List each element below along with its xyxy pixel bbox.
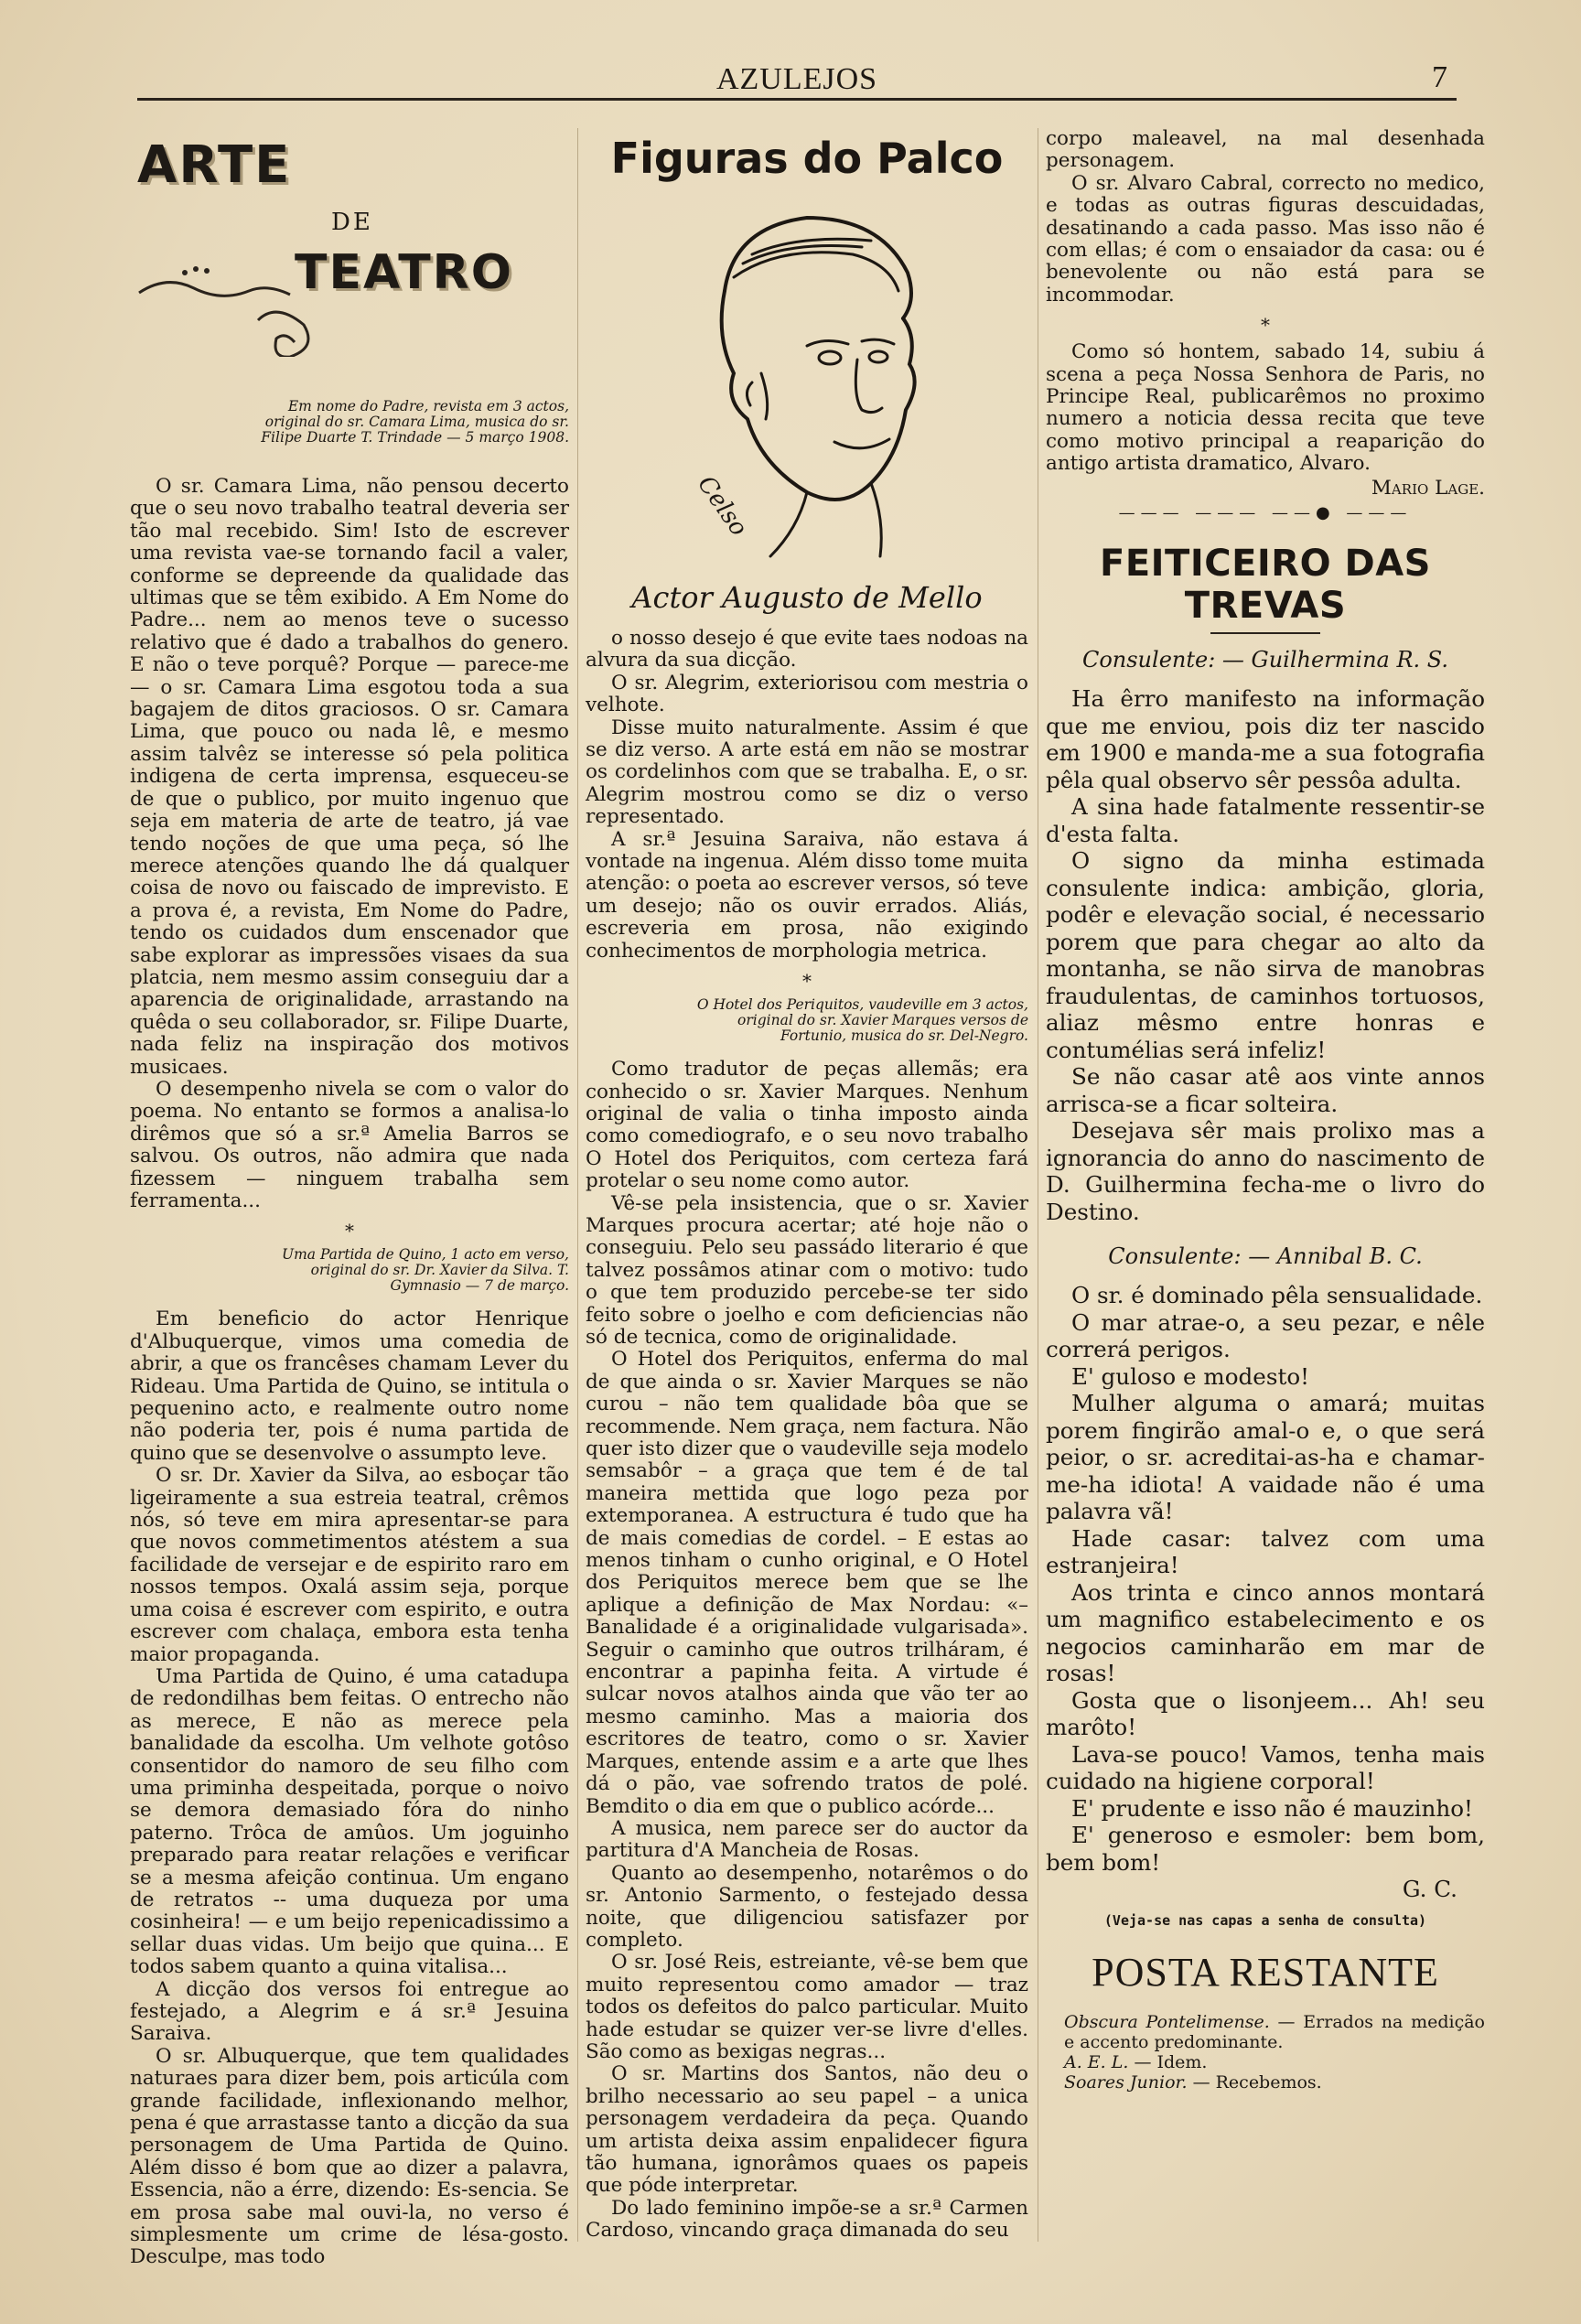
title-rule <box>1210 632 1320 634</box>
page-number: 7 <box>1432 60 1447 94</box>
masthead-teatro: TEATRO <box>295 245 513 300</box>
reply-text: — Idem. <box>1128 2051 1208 2072</box>
paragraph: Como tradutor de peças allemãs; era conhecido o sr. Xavier Marques. Nenhum original de valia o tinha imposto ainda como comediografo, e o seu novo trabalho O Hotel dos Periquitos, com certeza fará protelar o seu nome como autor. <box>586 1058 1028 1193</box>
section-star: * <box>345 1220 354 1243</box>
caricature-portrait <box>670 190 944 575</box>
paragraph: O signo da minha estimada consulente indica: ambição, gloria, podêr e elevação social, é necessario porem que para chegar ao alto da montanha, se não sirva de manobras fraudulentas, de caminhos tortuosos, aliaz mêsmo entre honras e contumélias será infeliz! <box>1046 847 1485 1063</box>
posta-restante-list <box>1046 2012 1485 2093</box>
paragraph: Ha êrro manifesto na informação que me enviou, pois diz ter nascido em 1900 e manda-me a sua fotografia pêla qual observo sêr pessôa adulta. <box>1046 685 1485 793</box>
section-title: Figuras do Palco <box>610 134 1004 183</box>
paragraph: Aos trinta e cinco annos montará um magnifico estabelecimento e os negocios caminharão em mar de rosas! <box>1046 1578 1485 1687</box>
section-star: * <box>802 970 812 993</box>
list-item <box>1064 2072 1485 2093</box>
reply-text: — Recebemos. <box>1187 2071 1322 2093</box>
list-item <box>1064 2012 1485 2052</box>
paragraph: Hade casar: talvez com uma estranjeira! <box>1046 1524 1485 1579</box>
paragraph: O sr. Albuquerque, que tem qualidades naturaes para dizer bem, pois articúla com grande facilidade, inflexionando melhor, pena é que arrastasse tanto a dicção da sua personagem de Uma Partida de Quino. Além disso é bom que ao dizer a palavra, Essencia, não a érre, dizendo: Es-sencia. Se em prosa sabe mal ouvi-la, no verso é simplesmente um crime de lésa-gosto. Desculpe, mas todo <box>130 2044 569 2269</box>
paragraph: Gosta que o lisonjeem... Ah! seu marôto! <box>1046 1686 1485 1741</box>
paragraph: A dicção dos versos foi entregue ao festejado, a Alegrim e á sr.ª Jesuina Saraiva. <box>130 1977 569 2046</box>
paragraph: Desejava sêr mais prolixo mas a ignorancia do anno do nascimento de D. Guilhermina fecha-me o livro do Destino. <box>1046 1117 1485 1225</box>
paragraph: O Hotel dos Periquitos, enferma do mal de que ainda o sr. Xavier Marques se não curou – não tem qualidade bôa que se recommende. Nem graça, nem factura. Não quer isto dizer que o vaudeville seja modelo semsabôr – a graça que tem é de tal maneira mettida que logo peza por extemporanea. A estructura é tudo que ha de mais comedias de cordel. – E estas ao menos tinham o cunho original, e O Hotel dos Periquitos merece bem que se lhe aplique a definição de Max Nordau: «–Banalidade é a originalidade vulgarisada». Seguir o caminho que outros trilháram, é encontrar a papinha feita. A virtude é sulcar novos atalhos ainda que vão ter ao mesmo caminho. Mas a maioria dos escritores de teatro, como o sr. Xavier Marques, entende assim e a arte que lhes dá o pão, vae sofrendo tratos de polé. Bemdito o dia em que o publico acórde... <box>586 1348 1028 1818</box>
masthead-de: DE <box>331 209 373 236</box>
paragraph: O sr. Camara Lima, não pensou decerto que o seu novo trabalho teatral deveria ser tão mal recebido. Sim! Isto de escrever uma revista vae-se tornando facil a valer, conforme se depreende da qualidade das ultimas que se têm exibido. A Em Nome do Padre... nem ao menos teve o sucesso relativo que é dado a trabalhos do genero. E não o teve porquê? Porque — parece-me — o sr. Camara Lima esgotou toda a sua bagajem de ditos graciosos. O sr. Camara Lima, que pouco ou nada lê, e mesmo assim talvêz se interesse só pela politica indigena de certa imprensa, esqueceu-se de que o publico, por muito ingenuo que seja em materia de arte de teatro, já vae tendo noções de que uma peça, só lhe merece atenções quando lhe dá qualquer coisa de novo ou faiscado de imprevisto. E a prova é, a revista, Em Nome do Padre, tendo os cuidados dum enscenador que sabe explorar as impressões visaes da sua platcia, nem mesmo assim conseguiu dar a aparencia de originalidade, arrastando na quêda o seu collaborador, sr. Filipe Duarte, nada feliz na inspiração dos motivos musicaes. <box>130 475 569 1079</box>
paragraph: Se não casar atê aos vinte annos arrisca-se a ficar solteira. <box>1046 1063 1485 1117</box>
column-divider <box>577 128 578 2242</box>
section-title: FEITICEIRO DAS TREVAS <box>1100 543 1431 628</box>
paragraph: Uma Partida de Quino, é uma catadupa de redondilhas bem feitas. O entrecho não as merece, E não as merece pela banalidade da escolha. Um velhote gotôso consentidor do namoro de seu filho com uma priminha despeitada, porque o noivo se demora demasiado fóra do ninho paterno. Trôca de amûos. Um joguinho preparado para reatar relações e verificar se a mesma afeição continua. Um engano de retratos -- uma duqueza por uma cosinheira! — e um beijo repenicadissimo a sellar duas vidas. Um beijo que quina... E todos sabem quanto a quina vitalisa... <box>130 1664 569 1979</box>
review-note: Em nome do Padre, revista em 3 actos, original do sr. Camara Lima, musica do sr. Filipe Duarte T. Trindade — 5 março 1908. <box>261 398 569 446</box>
column-arte-de-teatro <box>130 128 569 2269</box>
journal-title: AZULEJOS <box>715 62 878 96</box>
paragraph: O mar atrae-o, a seu pezar, e nêle correrá perigos. <box>1046 1308 1485 1363</box>
ornament-swirl-icon <box>130 238 313 357</box>
author-signature: Mario Lage. <box>1371 476 1485 500</box>
paragraph: O sr. é dominado pêla sensualidade. <box>1071 1282 1483 1309</box>
artist-signature: Celso <box>692 470 753 542</box>
correspondent-name: Soares Junior. <box>1064 2071 1188 2093</box>
paragraph: E' generoso e esmoler: bem bom, bem bom! <box>1046 1822 1485 1876</box>
review-note: O Hotel dos Periquitos, vaudeville em 3 actos, original do sr. Xavier Marques versos de Fortunio, musica do sr. Del-Negro. <box>696 996 1028 1045</box>
paragraph: Lava-se pouco! Vamos, tenha mais cuidado na higiene corporal! <box>1046 1740 1485 1795</box>
section-star: * <box>1261 314 1270 337</box>
header-rule <box>137 98 1457 101</box>
column-figuras-do-palco <box>586 128 1028 2243</box>
paragraph: o nosso desejo é que evite taes nodoas na alvura da sua dicção. <box>586 627 1028 672</box>
consultation-note: (Veja-se nas capas a senha de consulta) <box>1103 1911 1427 1929</box>
masthead-arte: ARTE <box>137 135 292 195</box>
paragraph: O sr. Alvaro Cabral, correcto no medico, e todas as outras figuras descuidadas, desatinando a cada passo. Mas isso não é com ellas; é com o ensaiador da casa: ou é benevolente ou não está para se incommodar. <box>1046 171 1485 307</box>
list-item <box>1064 2052 1485 2072</box>
paragraph: E' guloso e modesto! <box>1071 1362 1310 1390</box>
horoscope-1 <box>1046 685 1485 1225</box>
paragraph: Mulher alguma o amará; muitas porem fingirão amal-o e, o que será peior, o sr. acreditai-as-ha e chamar-me-ha idiota! A vaidade não é uma palavra vã! <box>1046 1390 1485 1525</box>
correspondent-name: A. E. L. <box>1064 2051 1129 2072</box>
author-signature: G. C. <box>1402 1876 1457 1903</box>
paragraph: O sr. Alegrim, exteriorisou com mestria o velhote. <box>586 671 1028 717</box>
correspondent-name: Obscura Pontelimense. <box>1064 2011 1270 2032</box>
paragraph: Em beneficio do actor Henrique d'Albuquerque, vimos uma comedia de abrir, a que os francêses chamam Lever du Rideau. Uma Partida de Quino, se intitula o pequenino acto, e realmente outro nome não poderia ter, pois é numa partida de quino que se desenvolve o assumpto leve. <box>130 1307 569 1465</box>
ornamental-rule: ——— ——— ——● ——— <box>1118 503 1413 523</box>
paragraph: Como só hontem, sabado 14, subiu á scena a peça Nossa Senhora de Paris, no Principe Real, publicarêmos no proximo numero a noticia dessa recita que teve como motivo principal a reaparição do antigo artista dramatico, Alvaro. <box>1046 340 1485 476</box>
paragraph: E' prudente e isso não é mauzinho! <box>1071 1794 1473 1822</box>
section-title: POSTA RESTANTE <box>1092 1949 1439 1995</box>
reply-text: — Errados na medição e accento predominante. <box>1064 2011 1485 2052</box>
paragraph: corpo maleavel, na mal desenhada personagem. <box>1046 127 1485 173</box>
paragraph: Quanto ao desempenho, notarêmos o do sr. Antonio Sarmento, o festejado dessa noite, que diligenciou satisfazer por completo. <box>586 1861 1028 1952</box>
paragraph: A sr.ª Jesuina Saraiva, não estava á vontade na ingenua. Além disso tome muita atenção: o poeta ao escrever versos, só teve um desejo; não os ouvir errados. Aliás, escreveria em prosa, não exigindo conhecimentos de morphologia metrica. <box>586 827 1028 963</box>
paragraph: O sr. Martins dos Santos, não deu o brilho necessario ao seu papel – a unica personagem verdadeira da peça. Quando um artista deixa assim enpalidecer figura tão humana, ignorâmos quaes os papeis que póde interpretar. <box>586 2062 1028 2198</box>
paragraph: Vê-se pela insistencia, que o sr. Xavier Marques procura acertar; até hoje não o conseguiu. Pelo seu passádo literario é que talvez possâmos atinar com o motivo: tudo o que tem produzido percebe-se ter sido feito sobre o joelho e com deficiencias não só de tecnica, como de originalidade. <box>586 1191 1028 1349</box>
paragraph: Disse muito naturalmente. Assim é que se diz verso. A arte está em não se mostrar os cordelinhos com que se trabalha. E, o sr. Alegrim mostrou como se diz o verso representado. <box>586 715 1028 829</box>
column-right <box>1046 128 1485 2093</box>
paragraph: Do lado feminino impõe-se a sr.ª Carmen Cardoso, vincando graça dimanada do seu <box>586 2196 1028 2243</box>
review-note: Uma Partida de Quino, 1 acto em verso, original do sr. Dr. Xavier da Silva. T. Gymnasio — 7 de março. <box>282 1246 569 1295</box>
horoscope-2 <box>1046 1282 1485 1903</box>
arte-de-teatro-masthead <box>130 128 569 476</box>
paragraph: O desempenho nivela se com o valor do poema. No entanto se formos a analisa-lo dirêmos que só a sr.ª Amelia Barros se salvou. Os outros, não admira que nada fizessem — ninguem trabalha sem ferramenta... <box>130 1077 569 1212</box>
portrait-caption: Actor Augusto de Mello <box>631 580 983 615</box>
paragraph: A sina hade fatalmente ressentir-se d'esta falta. <box>1046 793 1485 847</box>
paragraph: O sr. José Reis, estreiante, vê-se bem que muito representou como amador — traz todos os defeitos do palco particular. Muito hade estudar se quizer ver-se livre d'elles. São como as bexigas negras... <box>586 1951 1028 2063</box>
paragraph: O sr. Dr. Xavier da Silva, ao esboçar tão ligeiramente a sua estreia teatral, crêmos nós, só teve em mira apresentar-se para que novos commetimentos atéstem a sua facilidade de versejar e de espirito raro em nossos tempos. Oxalá assim seja, porque uma coisa é escrever com espirito, e outra escrever com chalaça, embora esta tenha maior propaganda. <box>130 1464 569 1666</box>
consulente-heading: Consulente: — Annibal B. C. <box>1108 1243 1423 1270</box>
consulente-heading: Consulente: — Guilhermina R. S. <box>1081 647 1449 673</box>
page-header <box>137 57 1457 101</box>
paragraph: A musica, nem parece ser do auctor da partitura d'A Mancheia de Rosas. <box>586 1816 1028 1863</box>
